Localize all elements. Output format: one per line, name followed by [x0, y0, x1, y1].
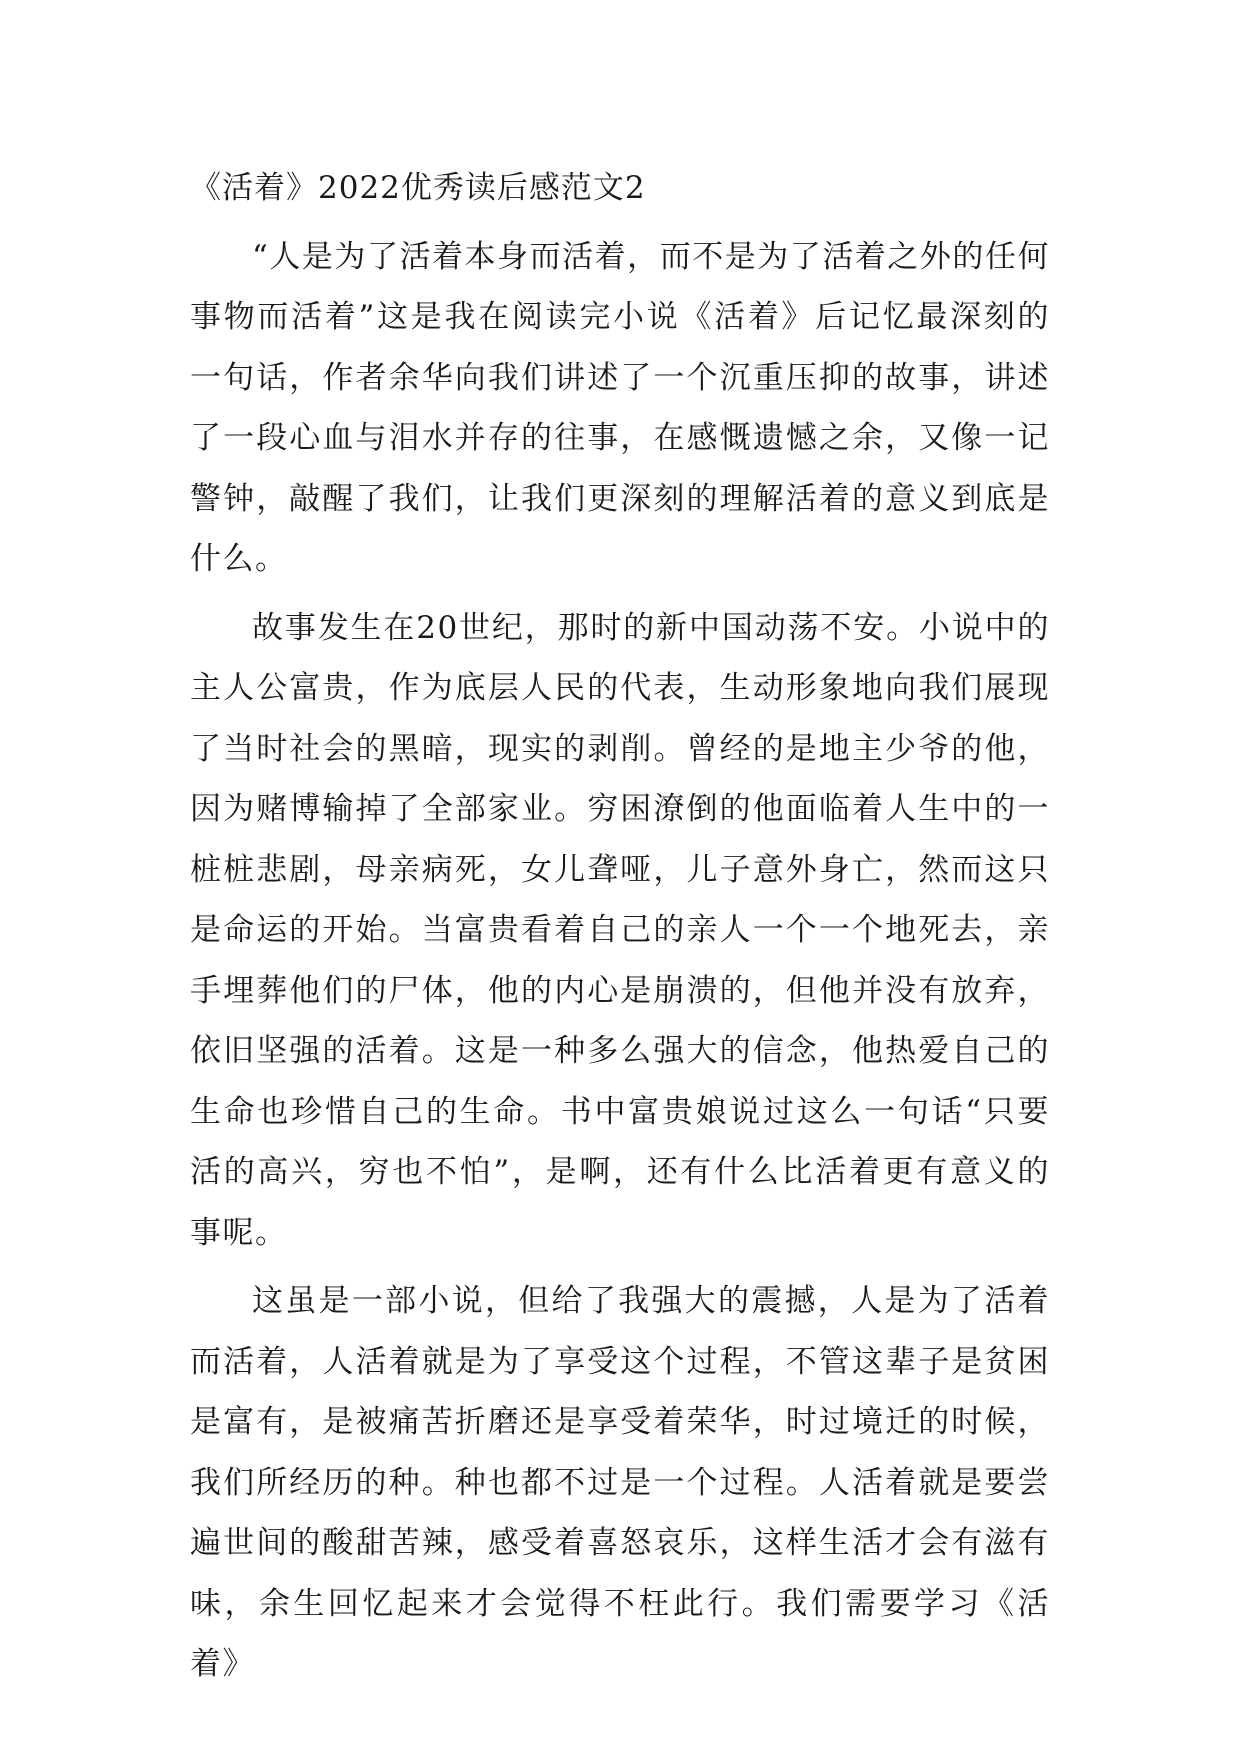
paragraph-1: “人是为了活着本身而活着，而不是为了活着之外的任何事物而活着”这是我在阅读完小说《活着》后记忆最深刻的一句话，作者余华向我们讲述了一个沉重压抑的故事，讲述了一段心血与泪水并存的往事，在感慨遗憾之余，又像一记警钟，敲醒了我们，让我们更深刻的理解活着的意义到底是什么。	[190, 238, 1050, 577]
paragraph-2: 故事发生在20世纪，那时的新中国动荡不安。小说中的主人公富贵，作为底层人民的代表，生动形象地向我们展现了当时社会的黑暗，现实的剥削。曾经的是地主少爷的他，因为赌博输掉了全部家业。穷困潦倒的他面临着人生中的一桩桩悲剧，母亲病死，女儿聋哑，儿子意外身亡，然而这只是命运的开始。当富贵看着自己的亲人一个一个地死去，亲手埋葬他们的尸体，他的内心是崩溃的，但他并没有放弃，依旧坚强的活着。这是一种多么强大的信念，他热爱自己的生命也珍惜自己的生命。书中富贵娘说过这么一句话“只要活的高兴，穷也不怕”，是啊，还有什么比活着更有意义的事呢。	[190, 609, 1050, 1251]
paragraph-3: 这虽是一部小说，但给了我强大的震撼，人是为了活着而活着，人活着就是为了享受这个过程，不管这辈子是贫困是富有，是被痛苦折磨还是享受着荣华，时过境迁的时候，我们所经历的种。种也都不过是一个过程。人活着就是要尝遍世间的酸甜苦辣，感受着喜怒哀乐，这样生活才会有滋有味，余生回忆起来才会觉得不枉此行。我们需要学习《活着》	[190, 1283, 1050, 1682]
document-body	[190, 158, 1050, 1695]
document-title: 《活着》2022优秀读后感范文2	[190, 170, 646, 206]
